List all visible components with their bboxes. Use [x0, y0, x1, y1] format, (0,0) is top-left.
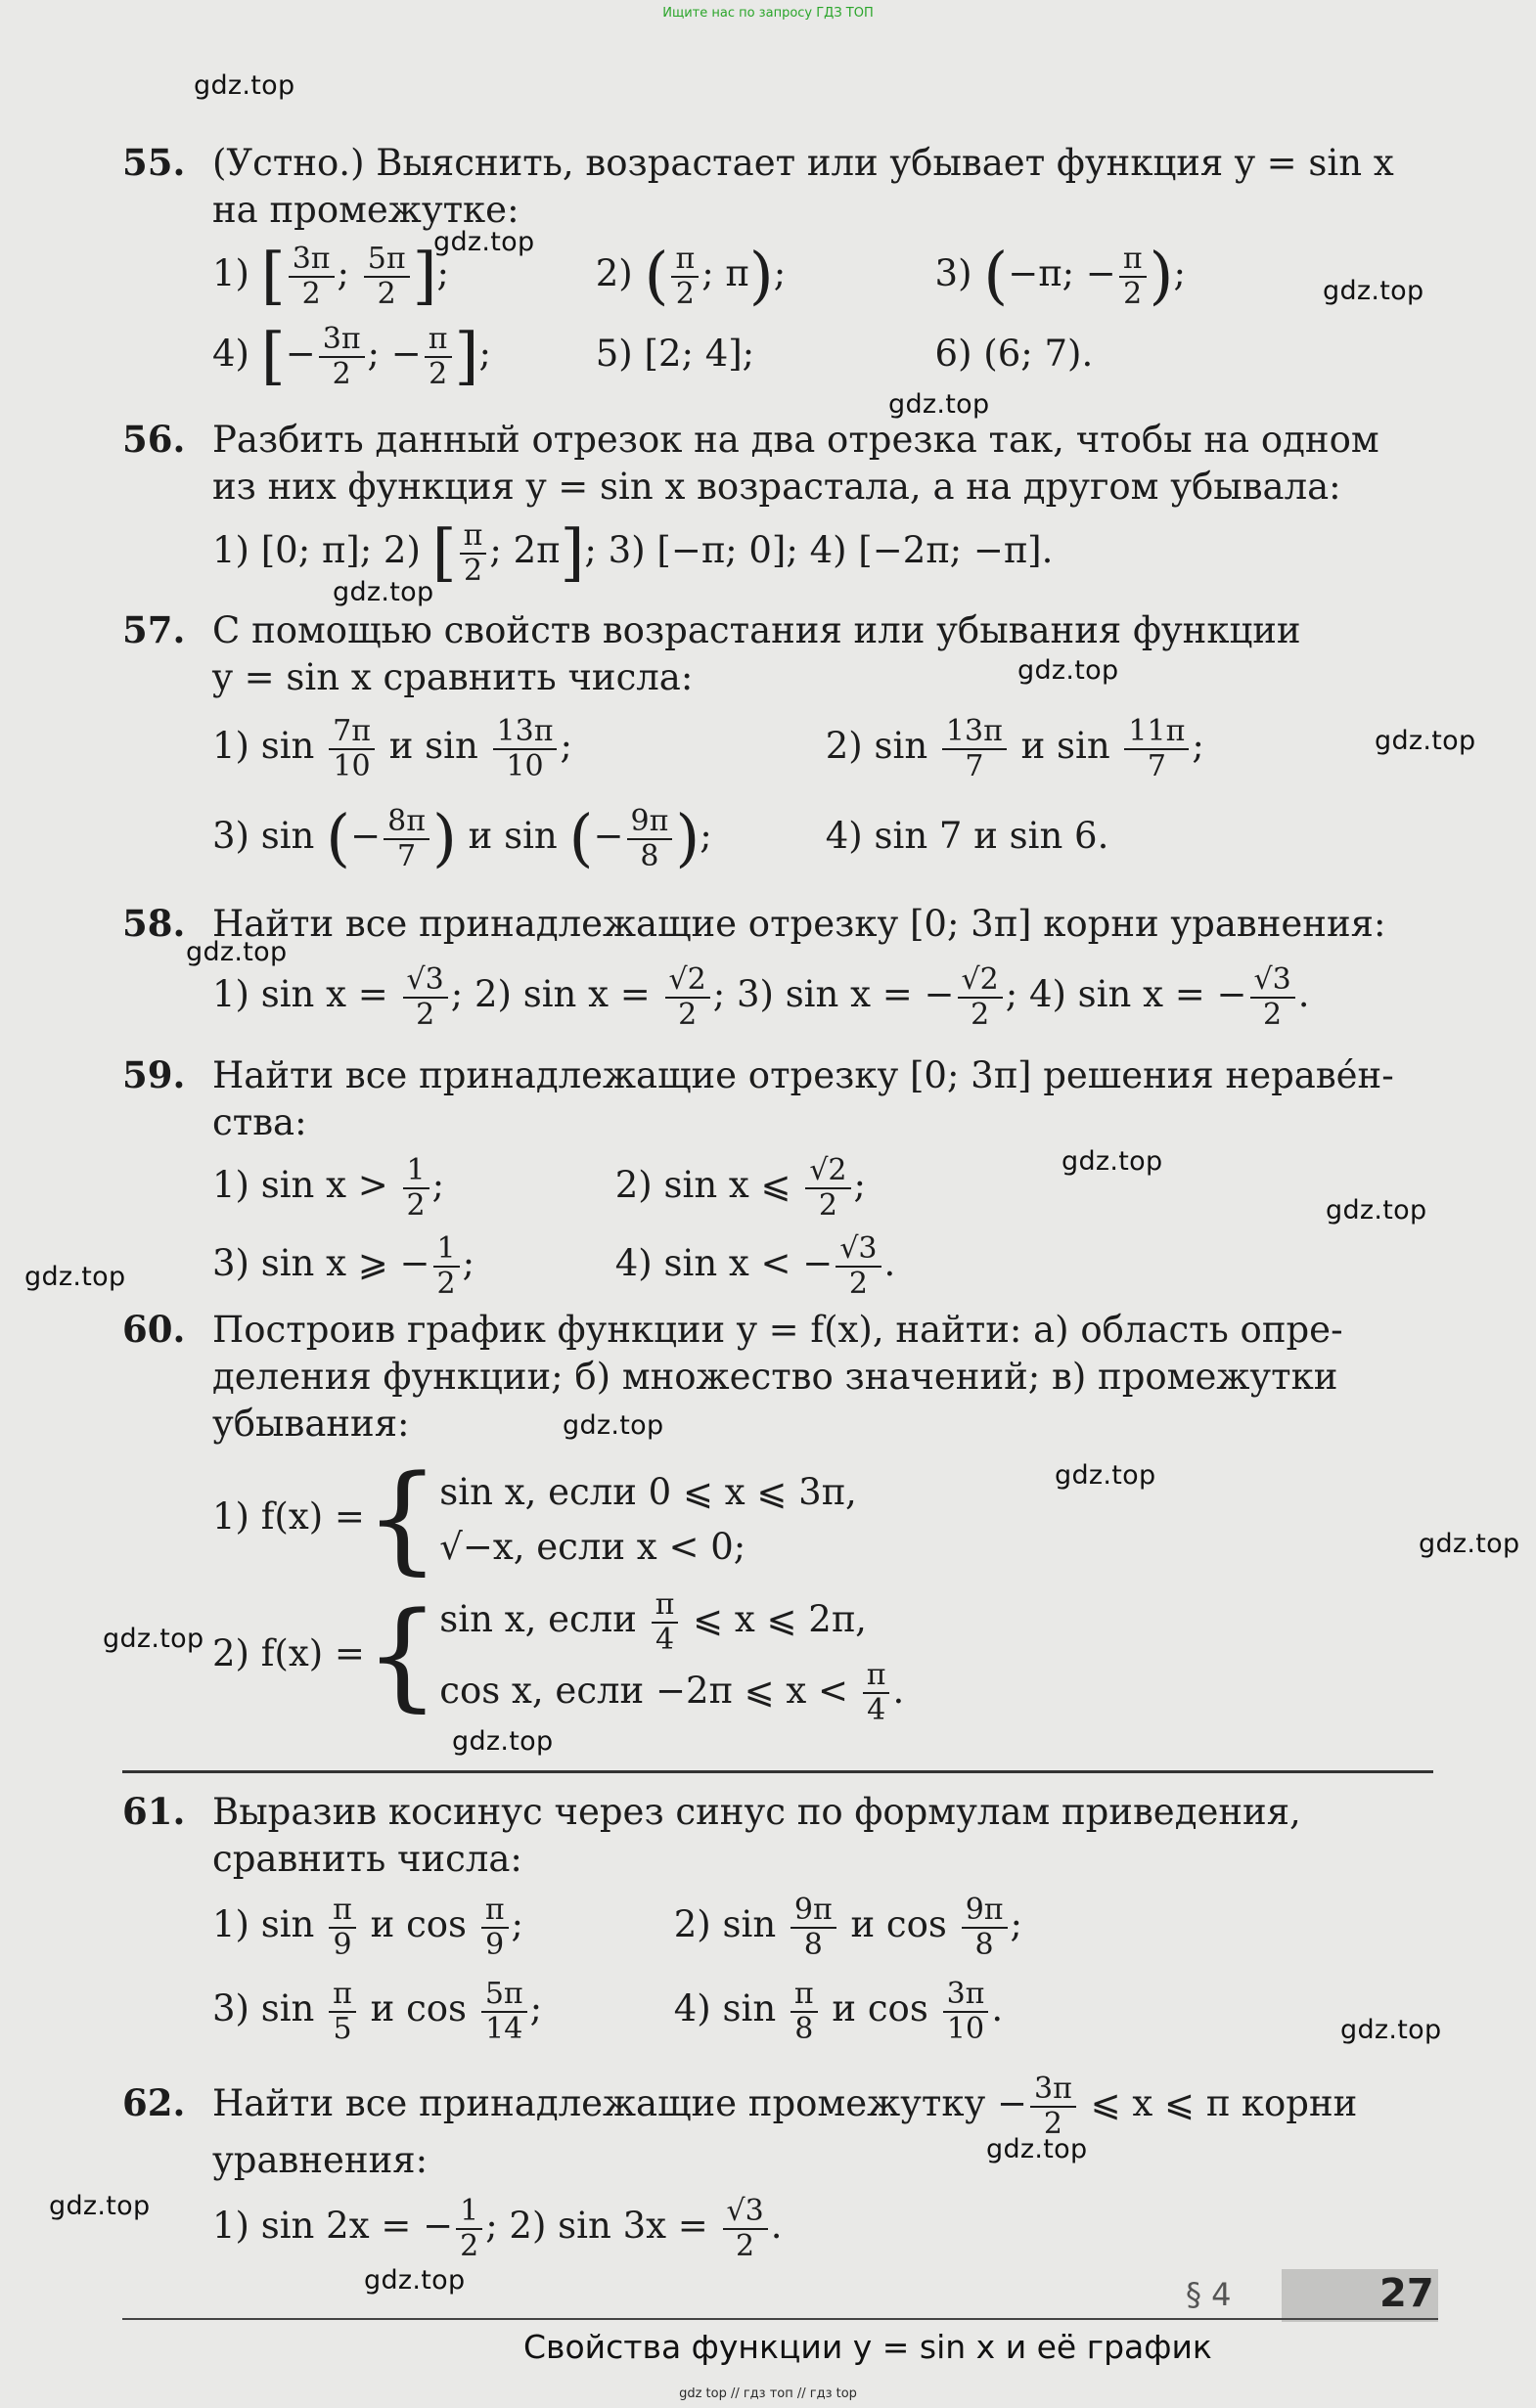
item-label: 2) [595, 252, 633, 294]
and-text: и cos [832, 1987, 928, 2029]
problem-text: Найти все принадлежащие отрезку [0; 3π] корни уравнения: [212, 903, 1386, 945]
and-text: и sin [388, 725, 478, 767]
watermark: gdz.top [986, 2134, 1088, 2164]
watermark: gdz.top [1062, 1146, 1163, 1177]
problem-text: убывания: [212, 1403, 410, 1445]
watermark: gdz.top [333, 577, 434, 607]
item-label: 1) sin 2x = − [212, 2205, 454, 2247]
bottom-banner[interactable]: gdz top // гдз топ // гдз top [679, 2386, 857, 2401]
problem-text: деления функции; б) множество значений; в) промежутки [212, 1356, 1338, 1398]
watermark: gdz.top [1055, 1460, 1156, 1491]
case-line: √−x, если x < 0; [439, 1525, 746, 1568]
item-label: ; 4) sin x = − [1005, 973, 1247, 1015]
problem-number: 61. [122, 1790, 186, 1833]
problem-text: ⩽ x ⩽ π корни [1090, 2082, 1358, 2124]
watermark: gdz.top [1419, 1529, 1520, 1559]
watermark: gdz.top [1375, 726, 1476, 756]
watermark: gdz.top [433, 227, 535, 257]
item-label: 3) sin [212, 1987, 315, 2029]
watermark: gdz.top [364, 2265, 466, 2296]
item-label: ; 2) sin x = [450, 973, 651, 1015]
watermark: gdz.top [194, 70, 295, 101]
item-5: 5) [2; 4]; [595, 333, 755, 375]
item-label: ; 3) sin x = − [712, 973, 955, 1015]
item-label: 2) sin x ⩽ [614, 1164, 791, 1206]
problem-text: Найти все принадлежащие промежутку − [212, 2082, 1028, 2124]
problem-text: Найти все принадлежащие отрезку [0; 3π] решения нераве́н- [212, 1054, 1394, 1096]
watermark: gdz.top [24, 1262, 126, 1292]
watermark: gdz.top [563, 1410, 664, 1441]
problem-text: y = sin x сравнить числа: [212, 656, 694, 698]
top-banner[interactable]: Ищите нас по запросу ГДЗ ТОП [662, 6, 874, 21]
item-label: 1) [212, 252, 249, 294]
problem-text: Построив график функции y = f(x), найти: а) область опре- [212, 1309, 1343, 1351]
problem-58: 58. Найти все принадлежащие отрезку [0; 3π] корни уравнения: 1) sin x = $\frac{√3}{2}$ ; 2) sin x = $\frac{√2}{2}$ ; 3) sin x = − $\frac{√2}{2}$ ; 4) sin x = − $\frac{√3}{2}$ . [122, 902, 1386, 1032]
item-label: 1) sin [212, 1903, 315, 1945]
watermark: gdz.top [49, 2191, 151, 2221]
items-text: 1) [0; π]; 2) [212, 529, 421, 571]
problem-number: 55. [122, 141, 186, 184]
item-label: 4) sin x < − [614, 1242, 834, 1284]
case-line: cos x, если −2π ⩽ x < [439, 1669, 848, 1712]
watermark: gdz.top [1323, 276, 1424, 306]
problem-text: уравнения: [212, 2139, 429, 2181]
problem-number: 60. [122, 1308, 186, 1351]
watermark: gdz.top [888, 389, 990, 420]
item-label: 1) sin x = [212, 973, 388, 1015]
watermark: gdz.top [1326, 1195, 1427, 1226]
item-label: 3) sin [212, 815, 315, 857]
item-6: 6) (6; 7). [934, 333, 1094, 375]
watermark: gdz.top [186, 937, 288, 967]
problem-55: 55. (Устно.) Выяснить, возрастает или убывает функция y = sin x на промежутке: 1) [ $\frac{3\pi}{2}$ ; $\frac{5\pi}{2}$ ]; 2) ( $\frac{\pi}{2}$ ; π); 3) (−π; − $\frac{\pi}{2}$ ); 4) [− $\frac{3\pi}{2}$ ; − $\frac{\pi}{2}$ ]; 5) [2; 4]; 6) (6; 7). [122, 141, 1394, 393]
function-label: 1) f(x) = [212, 1495, 365, 1538]
problem-text: из них функция y = sin x возрастала, а на другом убывала: [212, 466, 1341, 508]
item-label: 4) sin 7 и sin 6. [825, 815, 1109, 857]
item-label: 3) sin x ⩾ − [212, 1242, 430, 1284]
problem-text: Разбить данный отрезок на два отрезка так, чтобы на одном [212, 419, 1379, 461]
item-label: 4) sin [673, 1987, 777, 2029]
item-label: 1) sin x > [212, 1164, 388, 1206]
page-number: 27 [1379, 2271, 1434, 2316]
case-line: sin x, если [439, 1598, 637, 1640]
watermark: gdz.top [103, 1624, 204, 1654]
problem-number: 57. [122, 608, 186, 651]
item-label: ; 2) sin 3x = [485, 2205, 708, 2247]
section-divider [122, 1770, 1433, 1773]
problem-59: 59. Найти все принадлежащие отрезку [0; 3π] решения нераве́н- ства: 1) sin x > $\frac{1}{2}$ ; 2) sin x ⩽ $\frac{√2}{2}$ ; 3) sin x ⩾ − $\frac{1}{2}$ ; 4) sin x < − $\frac{√3}{2}$ . [122, 1053, 1394, 1301]
problem-number: 59. [122, 1053, 186, 1096]
problem-62: 62. Найти все принадлежащие промежутку − $\frac{3\pi}{2}$ ⩽ x ⩽ π корни уравнения: 1) sin 2x = − $\frac{1}{2}$ ; 2) sin 3x = $\frac{√3}{2}$ . [122, 2069, 1433, 2268]
watermark: gdz.top [452, 1726, 554, 1757]
case-line: sin x, если 0 ⩽ x ⩽ 3π, [439, 1470, 857, 1513]
problem-number: 56. [122, 418, 186, 461]
item-label: 4) [212, 333, 249, 375]
problem-number: 62. [122, 2081, 186, 2124]
case-line: ⩽ x ⩽ 2π, [693, 1598, 867, 1640]
problem-56: 56. Разбить данный отрезок на два отрезка так, чтобы на одном из них функция y = sin x возрастала, а на другом убывала: 1) [0; π]; 2) [ $\frac{\pi}{2}$ ; 2π]; 3) [−π; 0]; 4) [−2π; −π]. [122, 418, 1379, 590]
and-text: и cos [850, 1903, 947, 1945]
item-label: 2) sin [825, 725, 928, 767]
problem-text: на промежутке: [212, 189, 520, 231]
function-label: 2) f(x) = [212, 1632, 365, 1674]
problem-61: 61. Выразив косинус через синус по формулам приведения, сравнить числа: 1) sin $\frac{\pi}{9}$ и cos $\frac{\pi}{9}$ ; 2) sin $\frac{9\pi}{8}$ и cos $\frac{9\pi}{8}$ ; 3) sin $\frac{\pi}{5}$ и cos $\frac{5\pi}{14}$ ; 4) sin $\frac{\pi}{8}$ и cos $\frac{3\pi}{10}$ . [122, 1790, 1301, 2046]
and-text: и cos [370, 1903, 468, 1945]
and-text: и cos [370, 1987, 468, 2029]
watermark: gdz.top [1340, 2015, 1442, 2045]
section-label: § 4 [1186, 2276, 1232, 2313]
item-label: 2) sin [673, 1903, 777, 1945]
and-text: и sin [1020, 725, 1110, 767]
problem-number: 58. [122, 902, 186, 945]
problem-text: сравнить числа: [212, 1838, 522, 1880]
problem-60: 60. Построив график функции y = f(x), найти: а) область опре- деления функции; б) множество значений; в) промежутки убывания: 1) f(x) ={ sin x, если 0 ⩽ x ⩽ 3π, √−x, если x < 0; 2) f(x) ={ sin x, если $\frac{\pi}{4}$ ⩽ x ⩽ 2π, cos x, если −2π ⩽ x < $\frac{\pi}{4}$ . [122, 1308, 1343, 1727]
problem-57: 57. С помощью свойств возрастания или убывания функции y = sin x сравнить числа: 1) sin $\frac{7\pi}{10}$ и sin $\frac{13\pi}{10}$ ; 2) sin $\frac{13\pi}{7}$ и sin $\frac{11\pi}{7}$ ; 3) sin (− $\frac{8\pi}{7}$ ) и sin (− $\frac{9\pi}{8}$ ); 4) sin 7 и sin 6. [122, 606, 1433, 881]
problem-text: Выразив косинус через синус по формулам приведения, [212, 1791, 1301, 1833]
item-label: 3) [934, 252, 972, 294]
watermark: gdz.top [1017, 655, 1119, 686]
problem-text: (Устно.) Выяснить, возрастает или убывает функция y = sin x [212, 142, 1394, 184]
running-footer-title: Свойства функции y = sin x и её график [523, 2328, 1212, 2366]
item-label: 1) sin [212, 725, 315, 767]
items-text: ; 3) [−π; 0]; 4) [−2π; −π]. [584, 529, 1054, 571]
footer-rule [122, 2318, 1438, 2320]
problem-text: ства: [212, 1101, 307, 1143]
problem-text: С помощью свойств возрастания или убывания функции [212, 609, 1301, 651]
